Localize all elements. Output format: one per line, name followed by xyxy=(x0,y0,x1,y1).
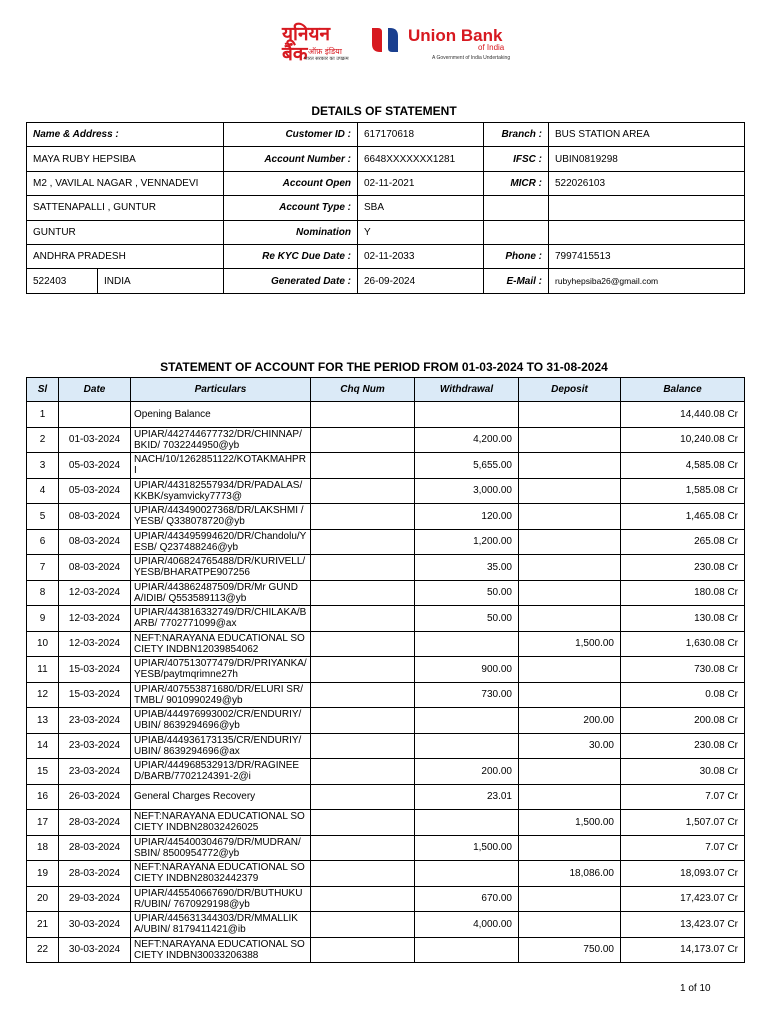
table-row xyxy=(27,657,745,683)
address-line-3: SATTENAPALLI , GUNTUR xyxy=(27,196,224,220)
cell-sl: 22 xyxy=(27,937,59,963)
generated-date-value: 26-09-2024 xyxy=(358,269,484,293)
bank-hindi-name: यूनियन बैंक xyxy=(282,23,331,65)
cell-chq xyxy=(311,631,415,657)
col-header-deposit: Deposit xyxy=(519,378,621,402)
phone-value: 7997415513 xyxy=(549,244,745,268)
table-row xyxy=(27,606,745,632)
cell-sl: 6 xyxy=(27,529,59,555)
cell-particulars: UPIAR/445631344303/DR/MMALLIKA/UBIN/ 8179411421@ib xyxy=(131,912,311,938)
address-line-5: ANDHRA PRADESH xyxy=(27,244,224,268)
col-header-date: Date xyxy=(59,378,131,402)
cell-chq xyxy=(311,784,415,810)
table-row xyxy=(27,555,745,581)
table-row xyxy=(27,682,745,708)
col-header-sl: Sl xyxy=(27,378,59,402)
cell-withdrawal xyxy=(415,733,519,759)
cell-sl: 10 xyxy=(27,631,59,657)
cell-particulars: NEFT:NARAYANA EDUCATIONAL SOCIETY INDBN12039854062 xyxy=(131,631,311,657)
cell-sl: 8 xyxy=(27,580,59,606)
email-label: E-Mail : xyxy=(484,269,549,293)
cell-deposit xyxy=(519,478,621,504)
statement-body xyxy=(27,402,745,963)
cell-date: 26-03-2024 xyxy=(59,784,131,810)
cell-withdrawal: 1,500.00 xyxy=(415,835,519,861)
empty-cell xyxy=(549,196,745,220)
phone-label: Phone : xyxy=(484,244,549,268)
cell-particulars: UPIAR/443490027368/DR/LAKSHMI /YESB/ Q338078720@yb xyxy=(131,504,311,530)
cell-deposit xyxy=(519,427,621,453)
cell-date: 12-03-2024 xyxy=(59,580,131,606)
cell-date: 12-03-2024 xyxy=(59,606,131,632)
customer-id-label: Customer ID : xyxy=(224,123,358,147)
cell-particulars: UPIAR/444968532913/DR/RAGINEED/BARB/7702124391-2@i xyxy=(131,759,311,785)
cell-chq xyxy=(311,886,415,912)
col-header-particulars: Particulars xyxy=(131,378,311,402)
cell-particulars: NACH/10/1262851122/KOTAKMAHPRI xyxy=(131,453,311,479)
details-title: DETAILS OF STATEMENT xyxy=(311,104,457,118)
cell-deposit xyxy=(519,912,621,938)
cell-particulars: UPIAR/442744677732/DR/CHINNAP/BKID/ 7032244950@yb xyxy=(131,427,311,453)
bank-hindi-sub: ऑफ़ इंडिया xyxy=(308,47,342,56)
rekyc-value: 02-11-2033 xyxy=(358,244,484,268)
pin-value: 522403 xyxy=(27,269,98,293)
cell-withdrawal: 120.00 xyxy=(415,504,519,530)
cell-chq xyxy=(311,453,415,479)
cell-sl: 14 xyxy=(27,733,59,759)
statement-title: STATEMENT OF ACCOUNT FOR THE PERIOD FROM 01-03-2024 TO 31-08-2024 xyxy=(160,360,608,374)
cell-deposit xyxy=(519,555,621,581)
cell-withdrawal: 35.00 xyxy=(415,555,519,581)
table-row xyxy=(27,835,745,861)
cell-date: 30-03-2024 xyxy=(59,937,131,963)
cell-balance: 1,507.07 Cr xyxy=(621,810,745,836)
col-header-chq-num: Chq Num xyxy=(311,378,415,402)
cell-sl: 9 xyxy=(27,606,59,632)
cell-particulars: UPIAR/443862487509/DR/Mr GUNDA/IDIB/ Q553589113@yb xyxy=(131,580,311,606)
cell-withdrawal: 730.00 xyxy=(415,682,519,708)
account-number-label: Account Number : xyxy=(224,147,358,171)
cell-deposit xyxy=(519,835,621,861)
cell-chq xyxy=(311,478,415,504)
cell-particulars: UPIAR/443182557934/DR/PADALAS/KKBK/syamvicky7773@ xyxy=(131,478,311,504)
cell-balance: 7.07 Cr xyxy=(621,784,745,810)
table-row xyxy=(27,708,745,734)
cell-balance: 14,173.07 Cr xyxy=(621,937,745,963)
page-of-label: of xyxy=(688,983,697,994)
cell-balance: 180.08 Cr xyxy=(621,580,745,606)
cell-date: 15-03-2024 xyxy=(59,682,131,708)
cell-withdrawal: 50.00 xyxy=(415,606,519,632)
cell-date: 23-03-2024 xyxy=(59,733,131,759)
cell-sl: 13 xyxy=(27,708,59,734)
table-row xyxy=(27,810,745,836)
statement-header-row xyxy=(27,378,745,402)
empty-cell xyxy=(484,220,549,244)
table-row xyxy=(27,427,745,453)
cell-particulars: Opening Balance xyxy=(131,402,311,428)
table-row xyxy=(27,504,745,530)
cell-chq xyxy=(311,733,415,759)
cell-withdrawal xyxy=(415,631,519,657)
table-row xyxy=(27,631,745,657)
table-row xyxy=(27,529,745,555)
empty-cell xyxy=(484,196,549,220)
branch-label: Branch : xyxy=(484,123,549,147)
col-header-withdrawal: Withdrawal xyxy=(415,378,519,402)
cell-sl: 7 xyxy=(27,555,59,581)
cell-withdrawal xyxy=(415,708,519,734)
cell-balance: 1,585.08 Cr xyxy=(621,478,745,504)
cell-withdrawal xyxy=(415,937,519,963)
cell-date: 23-03-2024 xyxy=(59,759,131,785)
table-row xyxy=(27,759,745,785)
customer-id-value: 617170618 xyxy=(358,123,484,147)
cell-balance: 200.08 Cr xyxy=(621,708,745,734)
cell-particulars: UPIAR/406824765488/DR/KURIVELL/YESB/BHARATPE907256 xyxy=(131,555,311,581)
cell-withdrawal xyxy=(415,402,519,428)
cell-balance: 17,423.07 Cr xyxy=(621,886,745,912)
cell-balance: 30.08 Cr xyxy=(621,759,745,785)
cell-deposit xyxy=(519,402,621,428)
address-line-2: M2 , VAVILAL NAGAR , VENNADEVI xyxy=(27,171,224,195)
cell-deposit xyxy=(519,886,621,912)
cell-chq xyxy=(311,555,415,581)
generated-date-label: Generated Date : xyxy=(224,269,358,293)
cell-date: 28-03-2024 xyxy=(59,861,131,887)
cell-balance: 730.08 Cr xyxy=(621,657,745,683)
cell-sl: 1 xyxy=(27,402,59,428)
table-row xyxy=(27,478,745,504)
cell-particulars: UPIAR/407513077479/DR/PRIYANKA/YESB/paytmqrimne27h xyxy=(131,657,311,683)
bank-hindi-tag: भारत सरकार का उपक्रम xyxy=(304,56,349,62)
cell-particulars: General Charges Recovery xyxy=(131,784,311,810)
cell-particulars: UPIAR/443495994620/DR/Chandolu/YESB/ Q237488246@yb xyxy=(131,529,311,555)
table-row xyxy=(27,402,745,428)
cell-deposit xyxy=(519,504,621,530)
cell-sl: 18 xyxy=(27,835,59,861)
cell-particulars: UPIAR/407553871680/DR/ELURI SR/TMBL/ 9010990249@yb xyxy=(131,682,311,708)
cell-date xyxy=(59,402,131,428)
table-row xyxy=(27,886,745,912)
cell-particulars: UPIAR/445400304679/DR/MUDRAN/SBIN/ 8500954772@yb xyxy=(131,835,311,861)
email-value: rubyhepsiba26@gmail.com xyxy=(549,269,745,293)
nomination-value: Y xyxy=(358,220,484,244)
union-bank-logo-icon xyxy=(366,24,404,56)
cell-deposit: 30.00 xyxy=(519,733,621,759)
cell-chq xyxy=(311,937,415,963)
cell-particulars: NEFT:NARAYANA EDUCATIONAL SOCIETY INDBN30033206388 xyxy=(131,937,311,963)
cell-date: 05-03-2024 xyxy=(59,478,131,504)
cell-date: 28-03-2024 xyxy=(59,810,131,836)
cell-balance: 130.08 Cr xyxy=(621,606,745,632)
cell-withdrawal: 4,000.00 xyxy=(415,912,519,938)
cell-chq xyxy=(311,580,415,606)
ifsc-label: IFSC : xyxy=(484,147,549,171)
page-current: 1 xyxy=(680,983,686,994)
page-total: 10 xyxy=(699,983,711,994)
cell-deposit: 18,086.00 xyxy=(519,861,621,887)
nomination-label: Nomination xyxy=(224,220,358,244)
bank-english-tag: A Government of India Undertaking xyxy=(432,55,511,61)
cell-sl: 3 xyxy=(27,453,59,479)
bank-logo-hindi xyxy=(282,24,362,64)
cell-withdrawal xyxy=(415,861,519,887)
cell-chq xyxy=(311,708,415,734)
cell-deposit: 750.00 xyxy=(519,937,621,963)
cell-deposit xyxy=(519,606,621,632)
cell-particulars: NEFT:NARAYANA EDUCATIONAL SOCIETY INDBN28032426025 xyxy=(131,810,311,836)
cell-withdrawal: 4,200.00 xyxy=(415,427,519,453)
cell-balance: 0.08 Cr xyxy=(621,682,745,708)
cell-date: 01-03-2024 xyxy=(59,427,131,453)
empty-cell xyxy=(549,220,745,244)
cell-chq xyxy=(311,504,415,530)
cell-chq xyxy=(311,759,415,785)
cell-deposit: 200.00 xyxy=(519,708,621,734)
cell-sl: 16 xyxy=(27,784,59,810)
cell-deposit xyxy=(519,580,621,606)
rekyc-label: Re KYC Due Date : xyxy=(224,244,358,268)
table-row xyxy=(27,733,745,759)
cell-chq xyxy=(311,427,415,453)
cell-date: 08-03-2024 xyxy=(59,529,131,555)
account-type-value: SBA xyxy=(358,196,484,220)
ifsc-value: UBIN0819298 xyxy=(549,147,745,171)
address-line-4: GUNTUR xyxy=(27,220,224,244)
cell-chq xyxy=(311,682,415,708)
statement-table xyxy=(26,377,745,963)
cell-sl: 2 xyxy=(27,427,59,453)
cell-particulars: UPIAR/443816332749/DR/CHILAKA/BARB/ 7702771099@ax xyxy=(131,606,311,632)
account-open-label: Account Open xyxy=(224,171,358,195)
cell-chq xyxy=(311,529,415,555)
bank-header xyxy=(0,22,768,66)
cell-sl: 11 xyxy=(27,657,59,683)
cell-particulars: NEFT:NARAYANA EDUCATIONAL SOCIETY INDBN28032442379 xyxy=(131,861,311,887)
bank-english-sub: of India xyxy=(478,43,505,52)
cell-sl: 12 xyxy=(27,682,59,708)
cell-withdrawal: 5,655.00 xyxy=(415,453,519,479)
cell-balance: 10,240.08 Cr xyxy=(621,427,745,453)
micr-label: MICR : xyxy=(484,171,549,195)
cell-deposit xyxy=(519,529,621,555)
cell-date: 08-03-2024 xyxy=(59,555,131,581)
cell-date: 08-03-2024 xyxy=(59,504,131,530)
cell-withdrawal: 1,200.00 xyxy=(415,529,519,555)
name-address-label: Name & Address : xyxy=(27,123,224,147)
cell-date: 30-03-2024 xyxy=(59,912,131,938)
cell-sl: 5 xyxy=(27,504,59,530)
cell-sl: 20 xyxy=(27,886,59,912)
cell-balance: 1,630.08 Cr xyxy=(621,631,745,657)
cell-sl: 17 xyxy=(27,810,59,836)
cell-date: 05-03-2024 xyxy=(59,453,131,479)
cell-balance: 14,440.08 Cr xyxy=(621,402,745,428)
cell-withdrawal: 3,000.00 xyxy=(415,478,519,504)
account-number-value: 6648XXXXXXX1281 xyxy=(358,147,484,171)
cell-balance: 265.08 Cr xyxy=(621,529,745,555)
cell-balance: 7.07 Cr xyxy=(621,835,745,861)
branch-value: BUS STATION AREA xyxy=(549,123,745,147)
table-row xyxy=(27,912,745,938)
table-row xyxy=(27,784,745,810)
col-header-balance: Balance xyxy=(621,378,745,402)
cell-particulars: UPIAR/445540667690/DR/BUTHUKUR/UBIN/ 7670929198@yb xyxy=(131,886,311,912)
bank-english-name: Union Bank xyxy=(408,26,503,45)
cell-sl: 4 xyxy=(27,478,59,504)
table-row xyxy=(27,580,745,606)
cell-deposit xyxy=(519,784,621,810)
cell-withdrawal xyxy=(415,810,519,836)
account-open-value: 02-11-2021 xyxy=(358,171,484,195)
cell-balance: 230.08 Cr xyxy=(621,555,745,581)
cell-chq xyxy=(311,606,415,632)
cell-balance: 18,093.07 Cr xyxy=(621,861,745,887)
cell-deposit: 1,500.00 xyxy=(519,810,621,836)
account-type-label: Account Type : xyxy=(224,196,358,220)
cell-chq xyxy=(311,810,415,836)
cell-particulars: UPIAB/444976993002/CR/ENDURIY/UBIN/ 8639294696@yb xyxy=(131,708,311,734)
cell-date: 29-03-2024 xyxy=(59,886,131,912)
cell-sl: 15 xyxy=(27,759,59,785)
cell-balance: 13,423.07 Cr xyxy=(621,912,745,938)
cell-chq xyxy=(311,861,415,887)
cell-deposit xyxy=(519,657,621,683)
cell-withdrawal: 23.01 xyxy=(415,784,519,810)
cell-date: 12-03-2024 xyxy=(59,631,131,657)
cell-balance: 4,585.08 Cr xyxy=(621,453,745,479)
cell-deposit: 1,500.00 xyxy=(519,631,621,657)
table-row xyxy=(27,937,745,963)
cell-date: 23-03-2024 xyxy=(59,708,131,734)
cell-deposit xyxy=(519,759,621,785)
cell-chq xyxy=(311,912,415,938)
page-indicator xyxy=(680,983,711,994)
cell-balance: 1,465.08 Cr xyxy=(621,504,745,530)
cell-balance: 230.08 Cr xyxy=(621,733,745,759)
cell-chq xyxy=(311,402,415,428)
cell-withdrawal: 670.00 xyxy=(415,886,519,912)
cell-sl: 19 xyxy=(27,861,59,887)
cell-particulars: UPIAB/444936173135/CR/ENDURIY/UBIN/ 8639294696@ax xyxy=(131,733,311,759)
micr-value: 522026103 xyxy=(549,171,745,195)
address-line-1: MAYA RUBY HEPSIBA xyxy=(27,147,224,171)
cell-chq xyxy=(311,835,415,861)
cell-chq xyxy=(311,657,415,683)
account-details-table xyxy=(26,122,745,294)
table-row xyxy=(27,453,745,479)
cell-deposit xyxy=(519,453,621,479)
cell-withdrawal: 200.00 xyxy=(415,759,519,785)
cell-date: 15-03-2024 xyxy=(59,657,131,683)
bank-logo-english xyxy=(408,26,511,61)
table-row xyxy=(27,861,745,887)
cell-withdrawal: 900.00 xyxy=(415,657,519,683)
country-value: INDIA xyxy=(98,269,224,293)
cell-deposit xyxy=(519,682,621,708)
cell-sl: 21 xyxy=(27,912,59,938)
cell-withdrawal: 50.00 xyxy=(415,580,519,606)
cell-date: 28-03-2024 xyxy=(59,835,131,861)
